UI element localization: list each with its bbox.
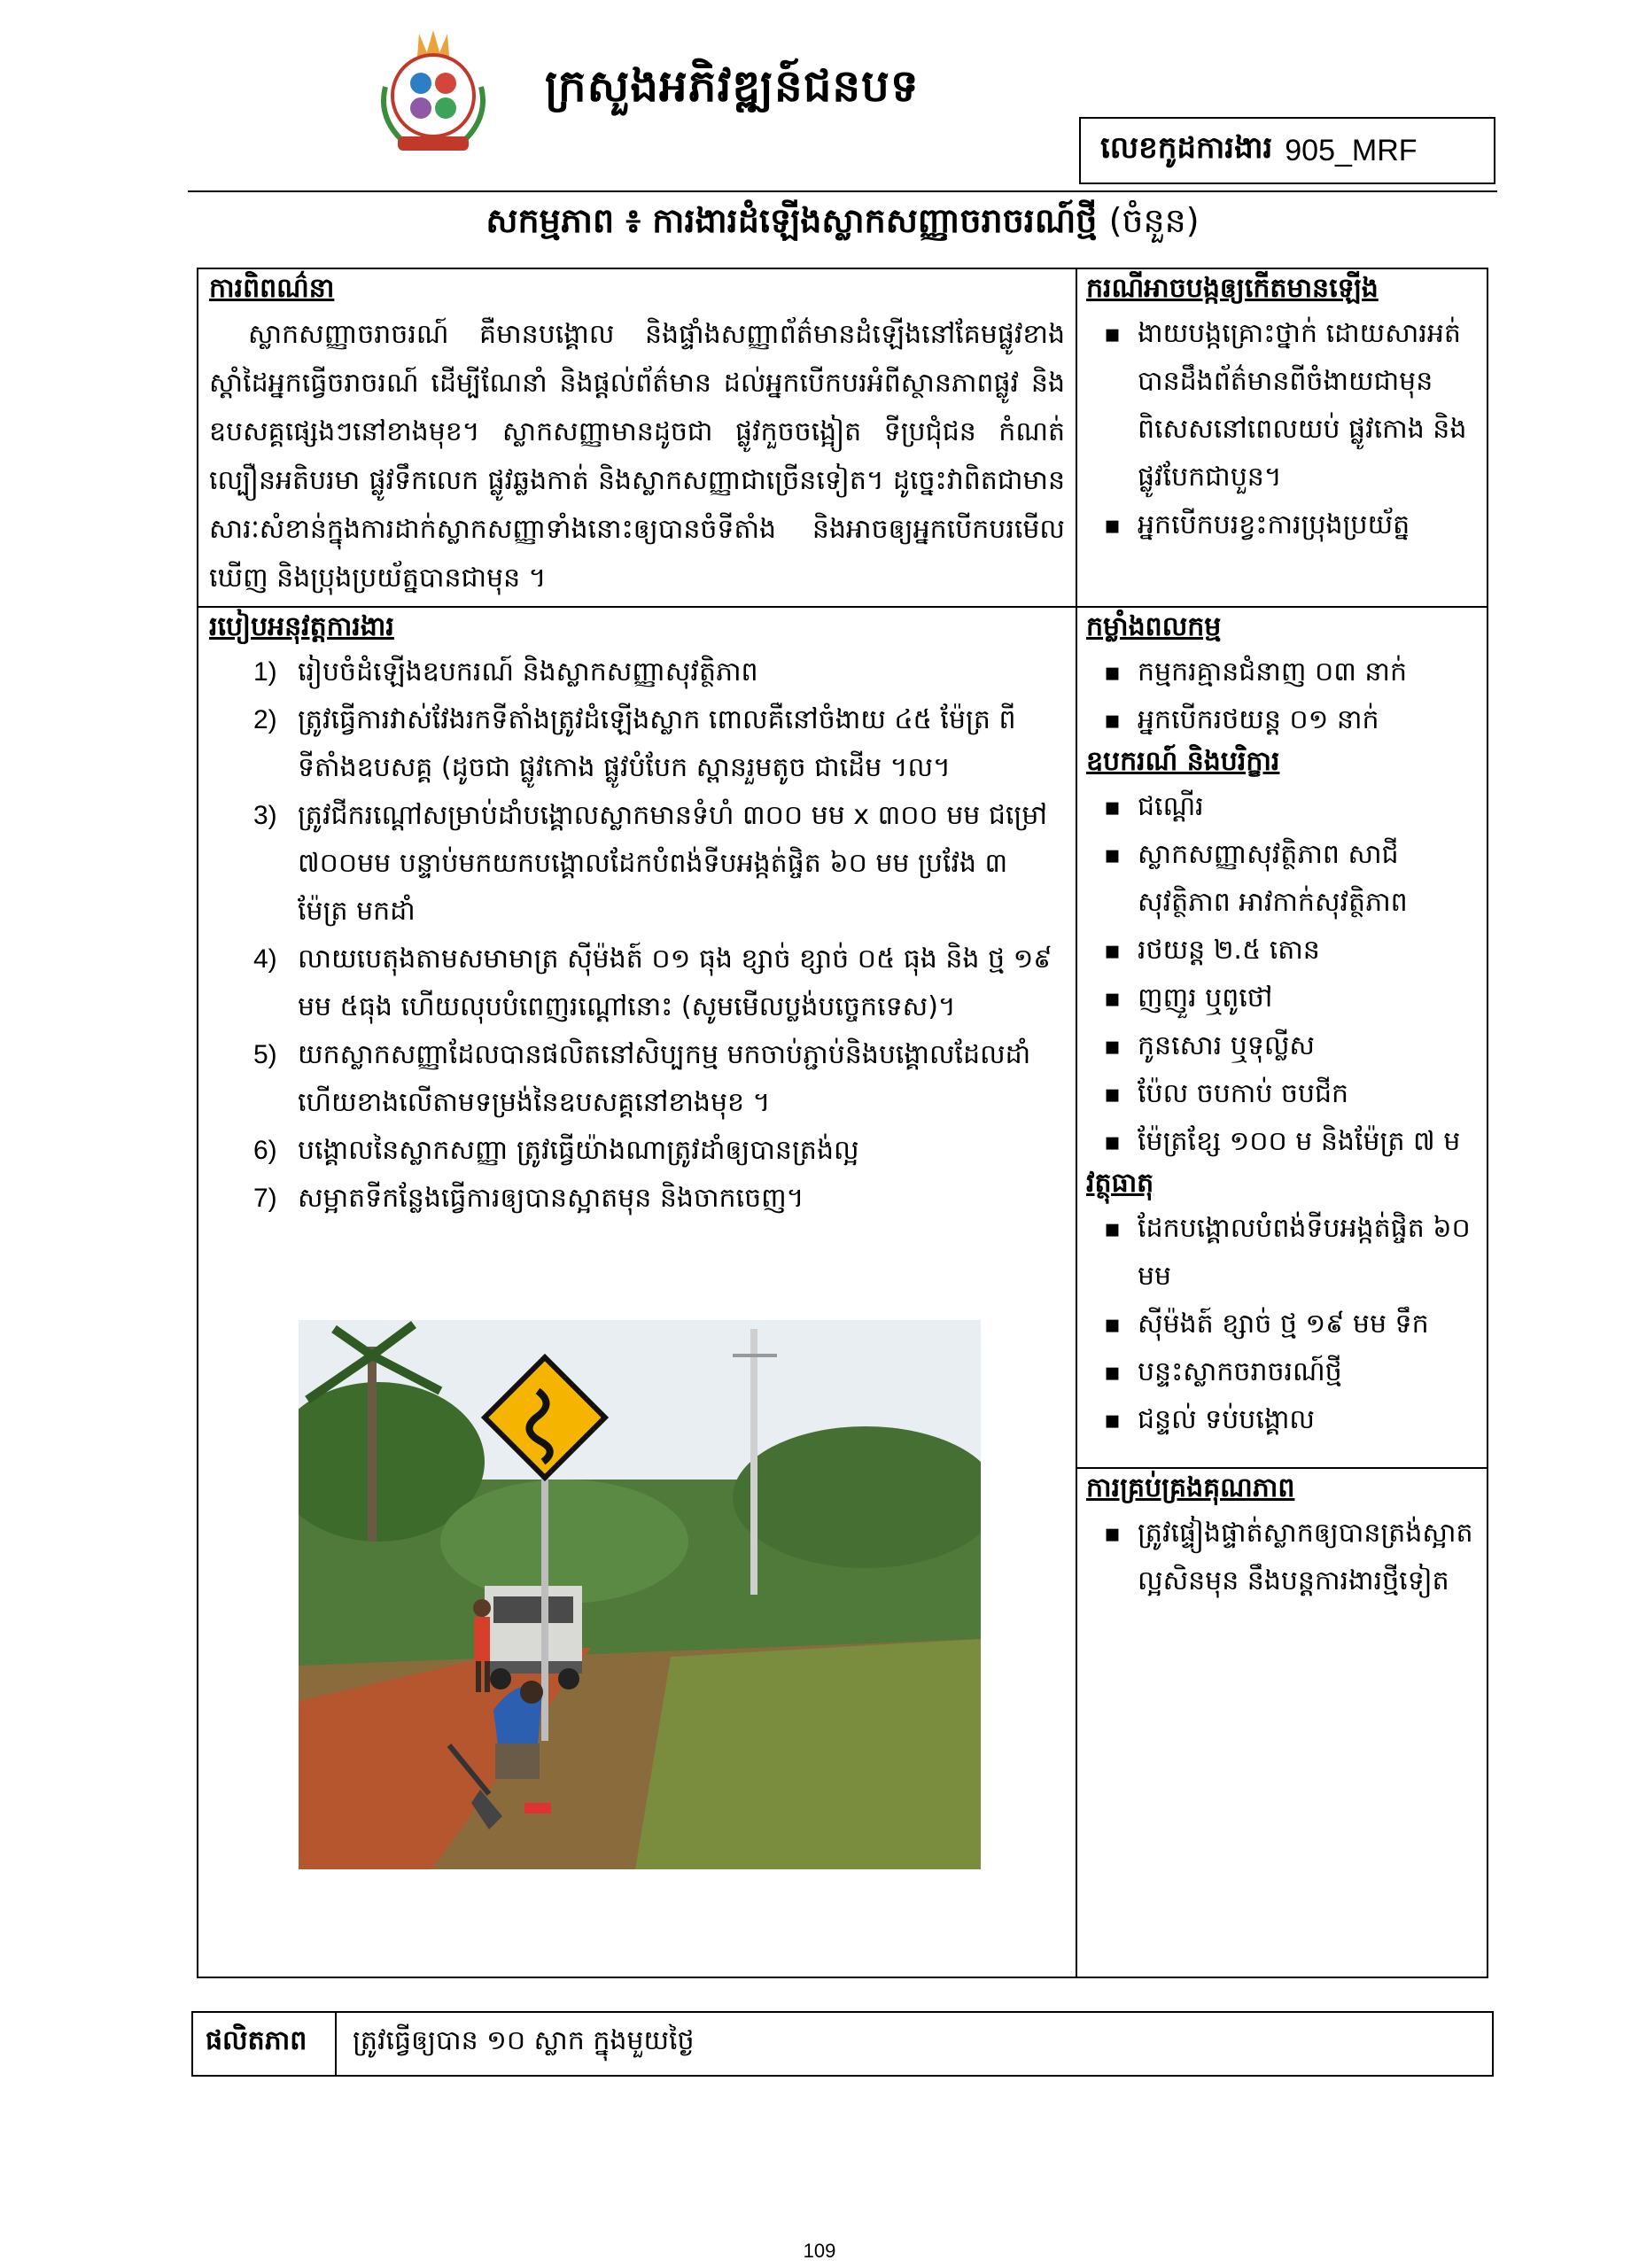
method-step: 4) លាយបេតុងតាមសមាមាត្រ ស៊ីម៉ងត៍ ០១ ធុង ខ្សាច់ ខ្សាច់ ០៥ ធុង និង ថ្ម ១៩ មម ៥ធុង ហើយលុបបំពេញរណ្តៅនោះ (សូមមើលប្លង់បច្ចេកទេស)។ xyxy=(253,944,1053,1022)
description-heading: ការពិពណ៌នា xyxy=(209,273,335,304)
ministry-logo xyxy=(368,25,499,167)
page-number: 109 xyxy=(803,2240,836,2262)
work-code-value: 905_MRF xyxy=(1285,133,1418,167)
labor-item: ▪ កម្មករគ្មានជំនាញ ០៣ នាក់ xyxy=(1086,649,1476,696)
method-step: 6) បង្គោលនៃស្លាកសញ្ញា ត្រូវធ្វើយ៉ាងណាត្រូវដាំឲ្យបានត្រង់ល្អ xyxy=(253,1135,859,1166)
equipment-item: ▪ កូនសោរ ឬទុល្លីស xyxy=(1086,1022,1476,1070)
method-step: 5) យកស្លាកសញ្ញាដែលបានផលិតនៅសិប្បកម្ម មកចាប់ភ្ជាប់និងបង្គោលដែលដាំហើយខាងលើតាមទម្រង់នៃឧបសគ្គនៅខាងមុខ ។ xyxy=(253,1039,1031,1118)
hazard-item: ▪ អ្នកបើកបរខ្វះការប្រុងប្រយ័ត្ន xyxy=(1086,501,1476,549)
work-code-box xyxy=(1079,117,1495,184)
quality-heading: ការគ្រប់គ្រងគុណភាព xyxy=(1086,1472,1295,1503)
method-step: 7) សម្អាតទីកន្លែងធ្វើការឲ្យបានស្អាតមុន និងចាកចេញ។ xyxy=(253,1183,804,1214)
equipment-item: ▪ ជណ្តើរ xyxy=(1086,783,1476,831)
hazards-cell xyxy=(1086,271,1476,549)
logo-rays xyxy=(417,30,449,57)
table-row-divider-right-2 xyxy=(1076,1467,1488,1469)
method-heading: របៀបអនុវត្តការងារ xyxy=(209,611,394,642)
equipment-heading: ឧបករណ៍ និងបរិក្ខារ xyxy=(1086,746,1280,777)
equipment-item: ▪ ស្លាកសញ្ញាសុវត្ថិភាព សាជីសុវត្ថិភាព អាវកាក់សុវត្ថិភាព xyxy=(1086,831,1476,927)
hazards-heading: ករណីអាចបង្កឲ្យកើតមានឡើង xyxy=(1086,273,1379,304)
productivity-text: ត្រូវធ្វើឲ្យបាន ១០ ស្លាក ក្នុងមួយថ្ងៃ xyxy=(353,2025,695,2056)
ministry-title: ក្រសួងអភិវឌ្ឍន៍ជនបទ xyxy=(545,60,920,112)
material-item: ▪ ស៊ីម៉ងត៍ ខ្សាច់ ថ្ម ១៩ មម ទឹក xyxy=(1086,1301,1476,1348)
description-text: ស្លាកសញ្ញាចរាចរណ៍ គឺមានបង្គោល និងផ្ទាំងសញ្ញាព័ត៌មានដំឡើងនៅគែមផ្លូវខាងស្តាំដៃអ្នកធ្វើចរាចរណ៍ ដើម្បីណែនាំ និងផ្តល់ព័ត៌មាន ដល់អ្នកបើកបរអំពីស្ថានភាពផ្លូវ និងឧបសគ្គផ្សេងៗនៅខាងមុខ។ ស្លាកសញ្ញាមានដូចជា ផ្លូវកួចចង្អៀត ទីប្រជុំជន កំណត់ល្បឿនអតិបរមា ផ្លូវទឹកលេក ផ្លូវឆ្លងកាត់ និងស្លាកសញ្ញាជាច្រើនទៀត។ ដូច្នេះវាពិតជាមានសារៈសំខាន់ក្នុងការដាក់ស្លាកសញ្ញាទាំងនោះឲ្យបានចំទីតាំង និងអាចឲ្យអ្នកបើកបរមើលឃើញ និងប្រុងប្រយ័ត្នបានជាមុន ។ xyxy=(209,319,1065,594)
labor-item: ▪ អ្នកបើករថយន្ត ០១ នាក់ xyxy=(1086,696,1476,744)
header-divider xyxy=(188,190,1497,192)
equipment-item: ▪ ញញួរ ឬពូថៅ xyxy=(1086,975,1476,1022)
equipment-item: ▪ ប៉ែល ចបកាប់ ចបជីក xyxy=(1086,1070,1476,1118)
productivity-label: ផលិតភាព xyxy=(206,2025,307,2056)
work-code-label: លេខកូដការងារ xyxy=(1100,130,1273,166)
table-column-divider xyxy=(1076,268,1077,1978)
table-row-divider-left xyxy=(197,606,1077,608)
quality-item: ▪ ត្រូវផ្ទៀងផ្ទាត់ស្លាកឲ្យបានត្រង់ស្អាតល្អសិនមុន នឹងបន្តការងារថ្មីទៀត xyxy=(1086,1510,1476,1605)
method-step: 1) រៀបចំដំឡើងឧបករណ៍ និងស្លាកសញ្ញាសុវត្ថិភាព xyxy=(253,656,758,687)
material-item: ▪ បន្ទះស្លាកចរាចរណ៍ថ្មី xyxy=(1086,1348,1476,1396)
labor-heading: កម្លាំងពលកម្ម xyxy=(1086,611,1222,642)
equipment-item: ▪ ម៉ែត្រខ្សែ ១០០ ម និងម៉ែត្រ ៧ ម xyxy=(1086,1118,1476,1166)
equipment-item: ▪ រថយន្ត ២.៥ តោន xyxy=(1086,927,1476,975)
material-item: ▪ ដែកបង្គោលបំពង់ទីបអង្កត់ផ្ចិត ៦០ មម xyxy=(1086,1205,1476,1301)
installation-photo xyxy=(299,1320,981,1869)
method-step: 2) ត្រូវធ្វើការវាស់វែងរកទីតាំងត្រូវដំឡើងស្លាក ពោលគឺនៅចំងាយ ៤៥ ម៉ែត្រ ពីទីតាំងឧបសគ្គ (ដូចជា ផ្លូវកោង ផ្លូវបំបែក ស្ពានរួមតូច ជាដើម ។ល។ xyxy=(253,704,1016,783)
activity-title: សកម្មភាព ៖ ការងារដំឡើងស្លាកសញ្ញាចរាចរណ៍ថ្មី xyxy=(485,201,1098,240)
material-item: ▪ ជន្ទល់ ទប់បង្គោល xyxy=(1086,1396,1476,1444)
method-cell xyxy=(209,610,1065,1223)
activity-unit: (ចំនួន) xyxy=(1108,201,1200,240)
materials-heading: វត្ថុធាតុ xyxy=(1086,1168,1154,1199)
method-step: 3) ត្រូវជីករណ្តៅសម្រាប់ដាំបង្គោលស្លាកមានទំហំ ៣០០ មម x ៣០០ មម ជម្រៅ ៧០០មម បន្ទាប់មកយកបង្គោលដែកបំពង់ទីបអង្កត់ផ្ចិត ៦០ មម ប្រវែង ៣ ម៉ែត្រ មកដាំ xyxy=(253,800,1047,927)
quality-cell xyxy=(1086,1471,1476,1605)
hazard-item: ▪ ងាយបង្កគ្រោះថ្នាក់ ដោយសារអត់បានដឹងព័ត៌មានពីចំងាយជាមុន ពិសេសនៅពេលយប់ ផ្លូវកោង និងផ្លូវបែកជាបួន។ xyxy=(1086,310,1476,501)
method-steps xyxy=(209,649,1065,1223)
table-row-divider-right-1 xyxy=(1076,606,1488,608)
activity-title-row xyxy=(188,199,1497,249)
resources-cell xyxy=(1086,610,1476,1444)
description-cell xyxy=(209,271,1065,602)
productivity-divider xyxy=(335,2011,337,2077)
